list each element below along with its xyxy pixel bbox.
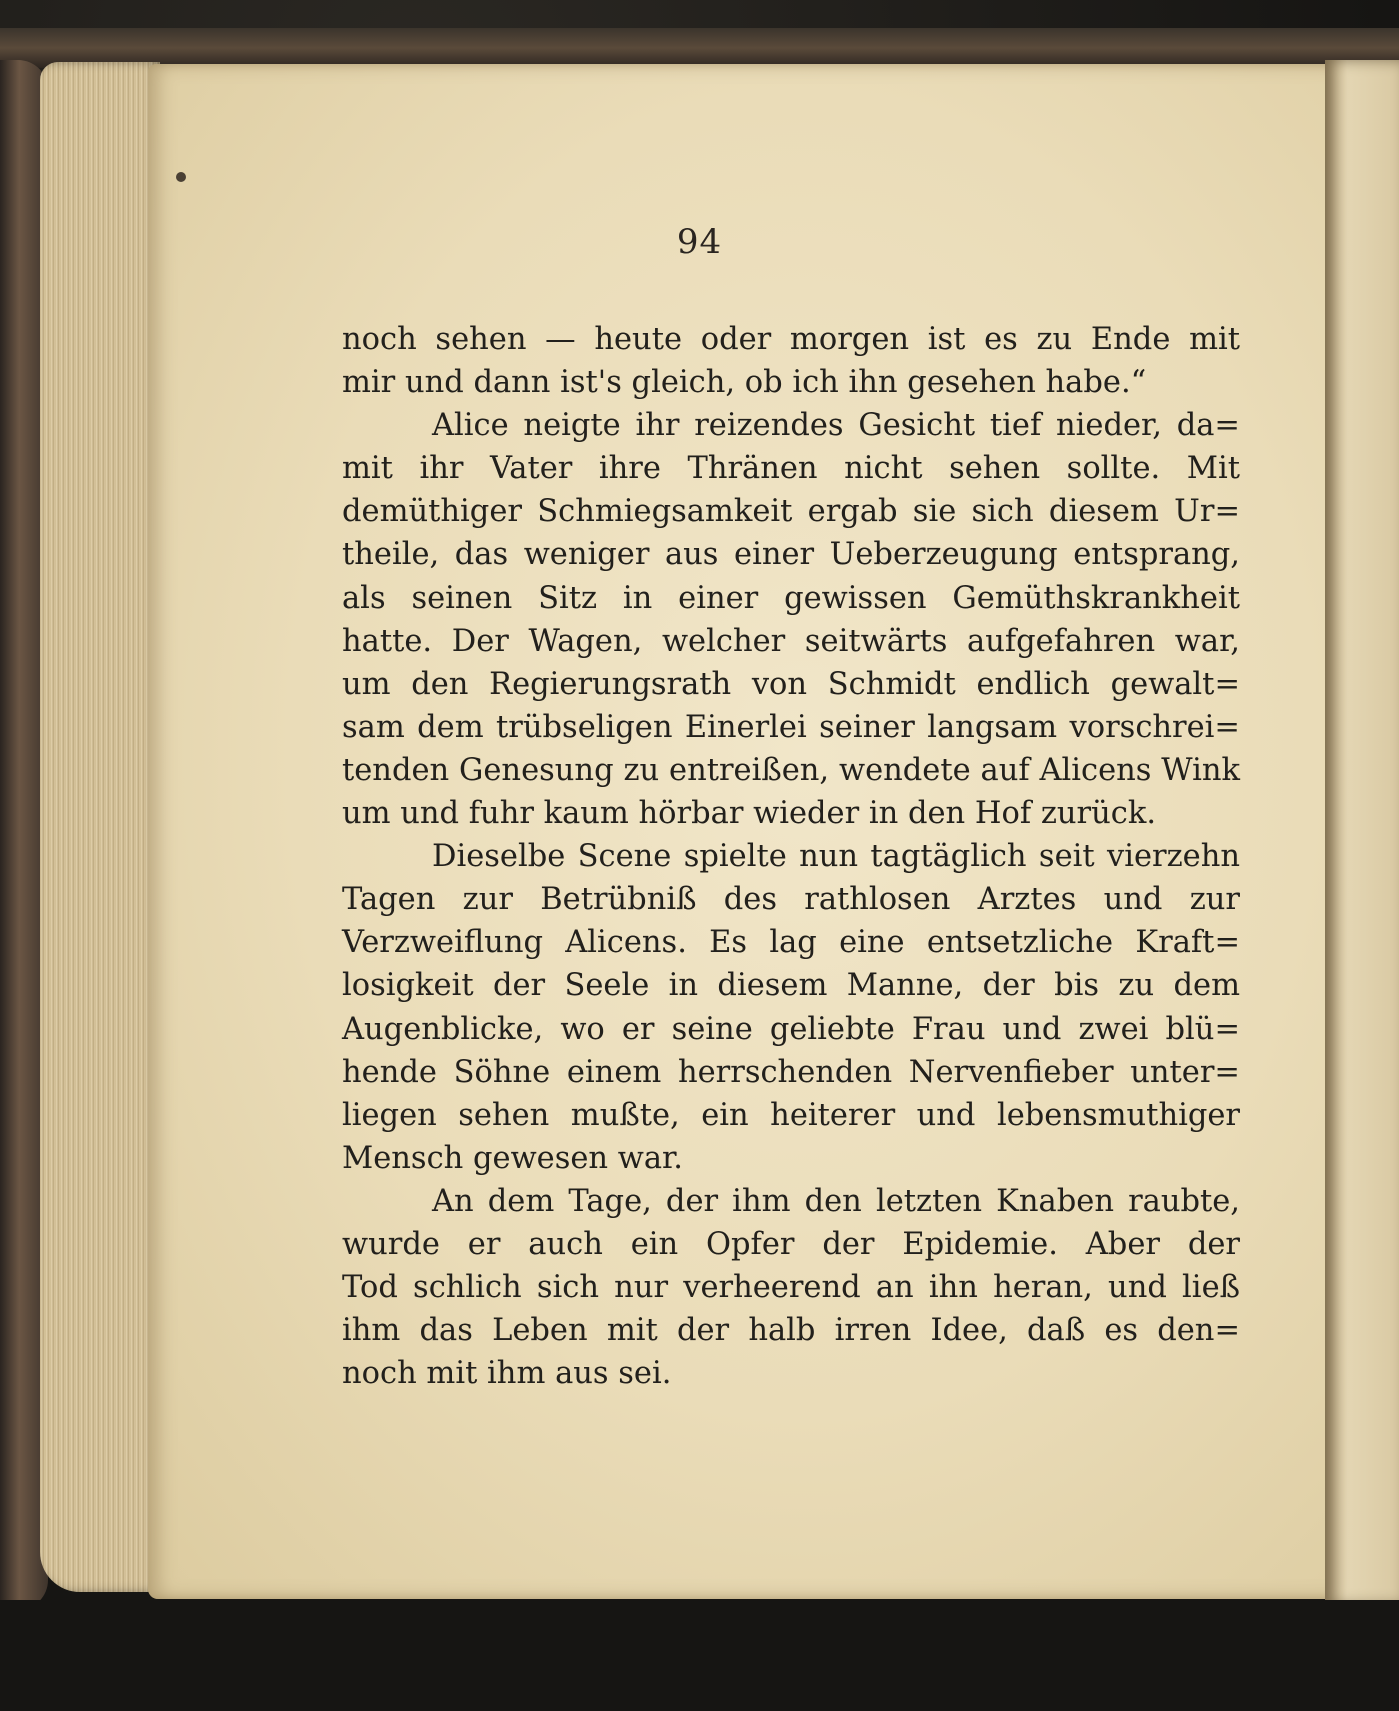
text-line: liegen sehen mußte, ein heiterer und lebensmuthiger [342,1097,1240,1133]
text-line: losigkeit der Seele in diesem Manne, der bis zu dem [342,968,1240,1004]
page-number: 94 [676,222,723,262]
text-line: Tagen zur Betrübniß des rathlosen Arztes und zur [342,882,1240,918]
text-line: Mensch gewesen war. [342,1140,683,1176]
book-gutter [1325,60,1399,1605]
text-line: demüthiger Schmiegsamkeit ergab sie sich diesem Ur= [342,494,1240,530]
text-line: ihm das Leben mit der halb irren Idee, daß es den= [342,1313,1240,1349]
text-line: Verzweiflung Alicens. Es lag eine entsetzliche Kraft= [342,925,1240,961]
text-line: Dieselbe Scene spielte nun tagtäglich seit vierzehn [432,839,1240,875]
text-line: um und fuhr kaum hörbar wieder in den Hof zurück. [342,796,1157,832]
text-line: theile, das weniger aus einer Ueberzeugung entsprang, [342,537,1240,573]
text-line: sam dem trübseligen Einerlei seiner langsam vorschrei= [342,709,1240,745]
text-line: hende Söhne einem herrschenden Nervenfieber unter= [342,1054,1240,1090]
text-line: als seinen Sitz in einer gewissen Gemüthskrankheit [342,580,1240,616]
text-line: um den Regierungsrath von Schmidt endlich gewalt= [342,666,1240,702]
body-text [342,318,1240,1395]
ink-spot [176,172,186,182]
text-line: mit ihr Vater ihre Thränen nicht sehen sollte. Mit [342,451,1240,487]
text-line: noch sehen — heute oder morgen ist es zu Ende mit [342,322,1240,357]
text-line: noch mit ihm aus sei. [342,1356,672,1392]
page-block-edge [40,62,160,1592]
text-line: hatte. Der Wagen, welcher seitwärts aufgefahren war, [342,623,1240,659]
text-line: Alice neigte ihr reizendes Gesicht tief nieder, da= [432,408,1240,444]
book-cover-top-edge [0,28,1399,68]
scan-bottom-shadow [0,1600,1399,1711]
text-line: Augenblicke, wo er seine geliebte Frau und zwei blü= [342,1011,1240,1047]
text-line: tenden Genesung zu entreißen, wendete auf Alicens Wink [342,752,1240,788]
text-line: wurde er auch ein Opfer der Epidemie. Aber der [342,1226,1240,1262]
text-line: Tod schlich sich nur verheerend an ihn heran, und ließ [342,1270,1240,1306]
text-line: An dem Tage, der ihm den letzten Knaben raubte, [432,1183,1240,1219]
text-line: mir und dann ist's gleich, ob ich ihn gesehen habe.“ [342,365,1147,401]
